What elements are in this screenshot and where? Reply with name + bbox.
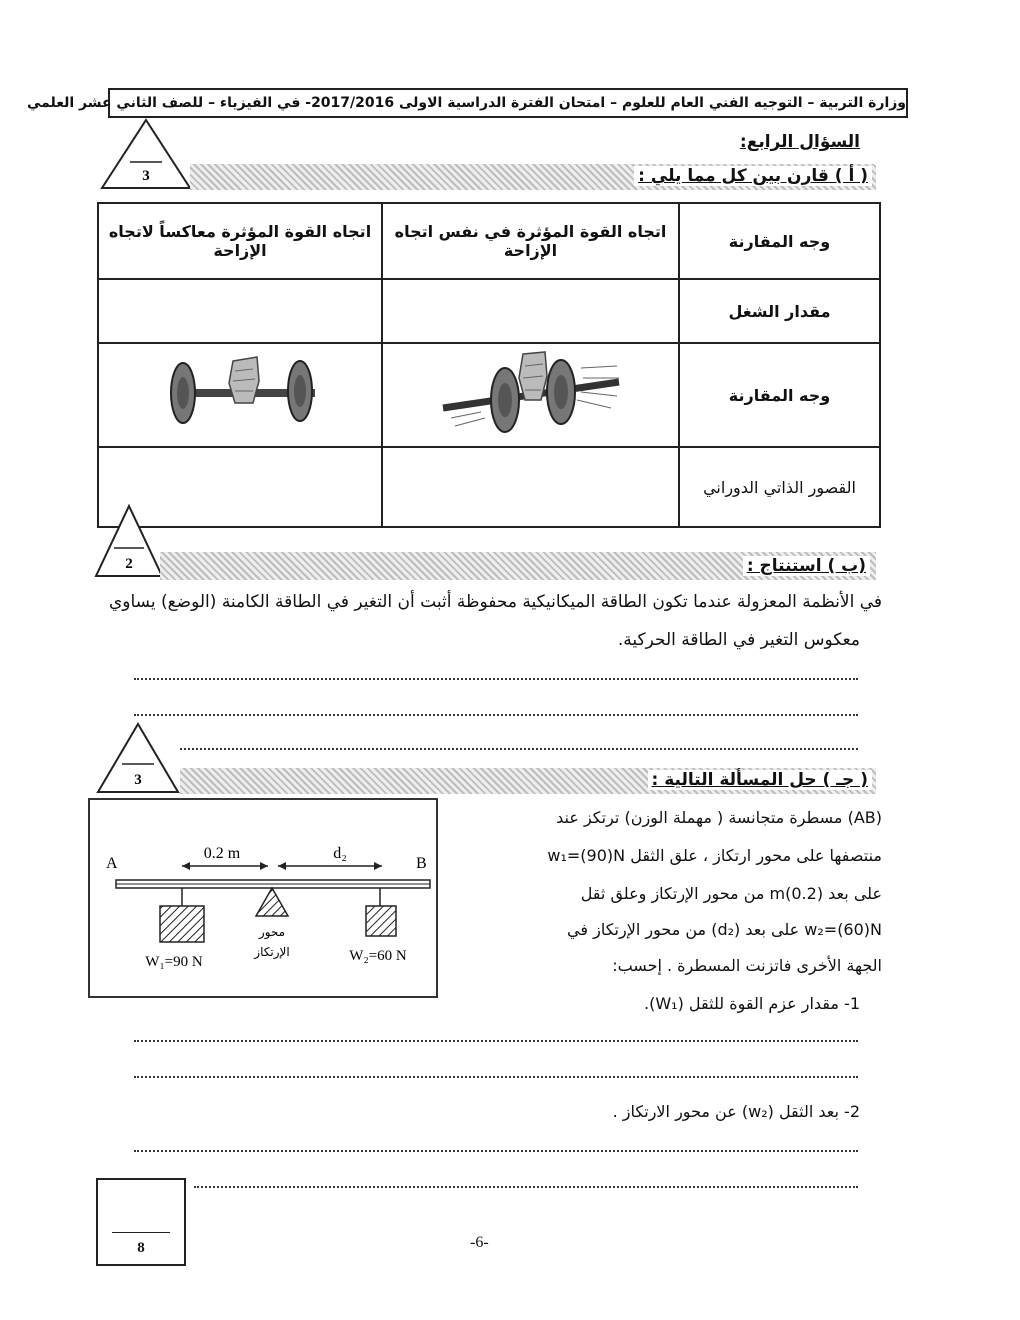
axle-wheels-image-1 xyxy=(155,351,325,435)
part-b-text-line1: في الأنظمة المعزولة عندما تكون الطاقة الميكانيكية محفوظة أثبت أن التغير في الطاقة الكامنة (الوضع) يساوي xyxy=(108,592,882,612)
mark-triangle-a xyxy=(100,118,192,190)
answer-line xyxy=(134,1076,858,1078)
label-b: B xyxy=(416,855,427,872)
problem-line: (AB) مسطرة متجانسة ( مهملة الوزن) ترتكز عند xyxy=(556,808,882,827)
cell-work-opposite xyxy=(98,279,382,343)
problem-line: منتصفها على محور ارتكاز ، علق الثقل w₁=(90)N xyxy=(547,846,882,865)
part-c-title: ( جـ ) حل المسألة التالية : xyxy=(648,770,872,790)
pivot-fulcrum xyxy=(256,888,288,916)
w1-label: W₁=90 N xyxy=(145,954,203,970)
label-a: A xyxy=(106,855,118,872)
col-comparison: وجه المقارنة xyxy=(679,203,880,279)
mark-triangle-c xyxy=(96,722,180,794)
col-same-direction: اتجاه القوة المؤثرة في نفس اتجاه الإزاحة xyxy=(382,203,679,279)
mark-triangle-b xyxy=(94,504,164,578)
cell-axle-image-left xyxy=(98,343,382,447)
row-inertia-label: القصور الذاتي الدوراني xyxy=(679,447,880,527)
part-a-title: ( أ ) قارن بين كل مما يلي : xyxy=(634,166,872,186)
exam-header: وزارة التربية – التوجيه الفني العام للعلوم – امتحان الفترة الدراسية الاولى 2017/2016- في الفيزياء – للصف الثاني عشر العلمي xyxy=(108,88,908,118)
answer-line xyxy=(194,1186,858,1188)
question-title: السؤال الرابع: xyxy=(739,132,860,152)
cell-axle-image-right xyxy=(382,343,679,447)
total-mark-box xyxy=(96,1178,186,1266)
mark-a-value: 3 xyxy=(142,168,150,184)
answer-line xyxy=(180,748,858,750)
answer-line xyxy=(134,714,858,716)
mark-b-value: 2 xyxy=(125,556,133,572)
answer-line xyxy=(134,1040,858,1042)
problem-line: الجهة الأخرى فاتزنت المسطرة . إحسب: xyxy=(612,956,882,975)
answer-line xyxy=(134,1150,858,1152)
answer-line xyxy=(134,678,858,680)
part-b-title: (ب ) استنتاج : xyxy=(743,556,870,576)
w2-label: W₂=60 N xyxy=(349,948,407,964)
total-mark-value: 8 xyxy=(137,1240,145,1256)
col-opposite-direction: اتجاه القوة المؤثرة معاكساً لاتجاه الإزاحة xyxy=(98,203,382,279)
problem-line: على بعد (0.2)m من محور الإرتكاز وعلق ثقل xyxy=(580,884,882,903)
part-b-text-line2: معكوس التغير في الطاقة الحركية. xyxy=(617,630,860,650)
lever-figure xyxy=(88,798,438,998)
cell-work-same xyxy=(382,279,679,343)
distance-d2: d₂ xyxy=(333,845,347,862)
pivot-label-2: الإرتكاز xyxy=(254,945,290,959)
page-number: -6- xyxy=(470,1234,489,1251)
comparison-table xyxy=(97,202,881,528)
distance-0-2m: 0.2 m xyxy=(203,845,241,862)
mark-c-value: 3 xyxy=(134,772,142,788)
cell-inertia-same xyxy=(382,447,679,527)
weight-w2 xyxy=(366,906,396,936)
weight-w1 xyxy=(160,906,204,942)
row-images-label: وجه المقارنة xyxy=(679,343,880,447)
question-2: 2- بعد الثقل (w₂) عن محور الارتكاز . xyxy=(612,1102,860,1121)
problem-line: w₂=(60)N على بعد (d₂) من محور الإرتكاز في xyxy=(567,920,882,939)
axle-wheels-image-2 xyxy=(441,348,621,438)
question-1: 1- مقدار عزم القوة للثقل (W₁). xyxy=(644,994,860,1013)
lever-diagram xyxy=(90,800,436,996)
pivot-label-1: محور xyxy=(258,925,286,939)
row-work-label: مقدار الشغل xyxy=(679,279,880,343)
